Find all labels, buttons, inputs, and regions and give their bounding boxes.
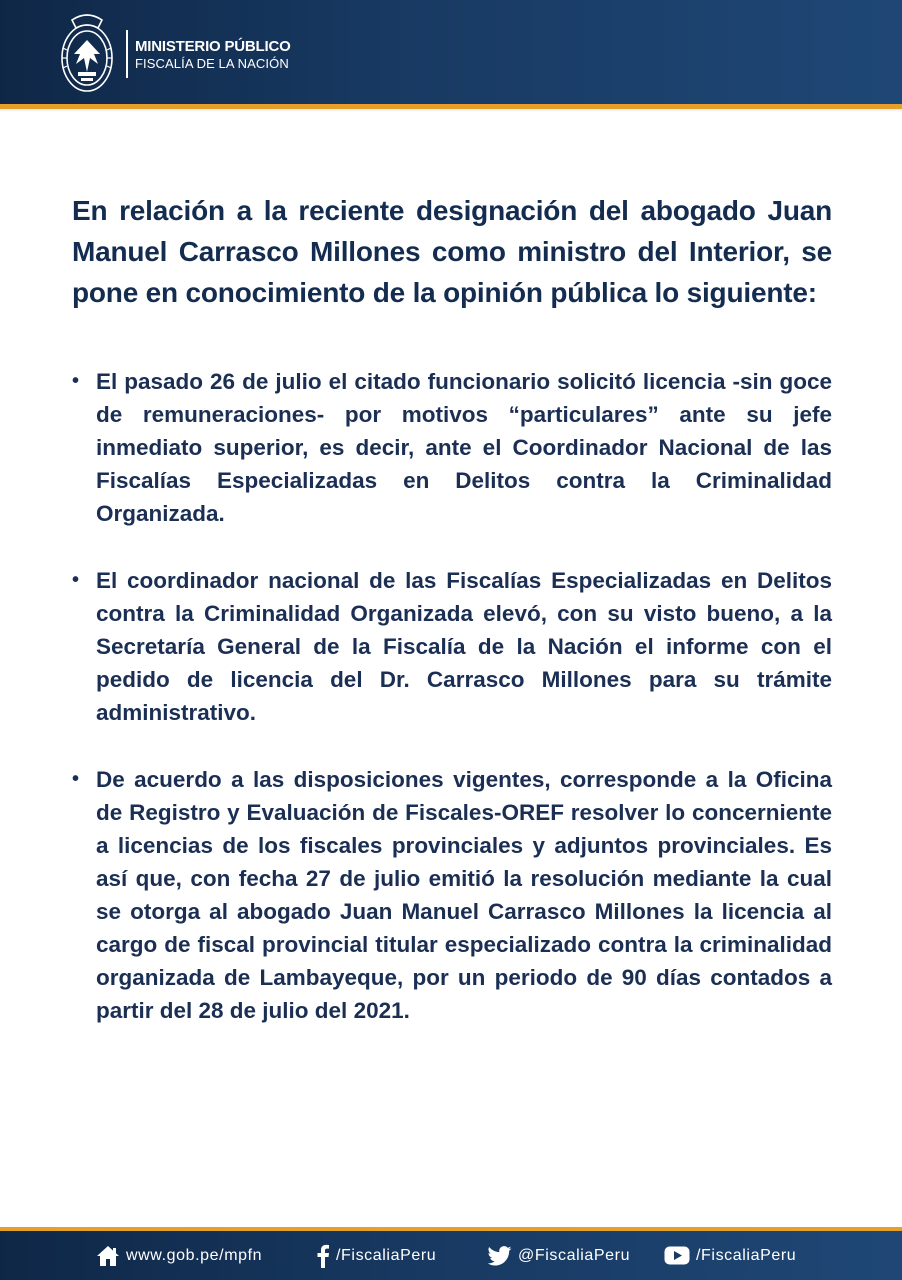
footer-link-label: /FiscaliaPeru bbox=[336, 1246, 437, 1264]
home-icon bbox=[96, 1245, 120, 1267]
org-subtitle: FISCALÍA DE LA NACIÓN bbox=[135, 56, 289, 71]
footer-link-label: www.gob.pe/mpfn bbox=[126, 1246, 263, 1264]
header-shadow bbox=[0, 109, 902, 112]
footer-link-label: @FiscaliaPeru bbox=[518, 1246, 631, 1264]
statement-bullet-item bbox=[72, 564, 832, 729]
org-title: MINISTERIO PÚBLICO bbox=[135, 38, 291, 55]
logo-divider bbox=[126, 30, 128, 78]
footer-link-twitter[interactable] bbox=[488, 1231, 630, 1280]
footer-link-website[interactable] bbox=[96, 1231, 262, 1280]
footer-link-facebook[interactable] bbox=[316, 1231, 436, 1280]
statement-bullet-item bbox=[72, 763, 832, 1027]
footer-bar bbox=[0, 1231, 902, 1280]
twitter-icon bbox=[488, 1246, 512, 1266]
bullet-dot-icon: • bbox=[72, 370, 80, 392]
bullet-text: El coordinador nacional de las Fiscalías Especializadas en Delitos contra la Criminalidad Organizada elevó, con su visto bueno, a la Secretaría General de la Fiscalía de la Nación el informe con el pedido de licencia del Dr. Carrasco Millones para su trámite administrativo. bbox=[96, 568, 832, 725]
bullet-text: De acuerdo a las disposiciones vigentes, corresponde a la Oficina de Registro y Evaluación de Fiscales-OREF resolver lo concerniente a licencias de los fiscales provinciales y adjuntos provinciales. Es así que, con fecha 27 de julio emitió la resolución mediante la cual se otorga al abogado Juan Manuel Carrasco Millones la licencia al cargo de fiscal provincial titular especializado contra la criminalidad organizada de Lambayeque, por un periodo de 90 días contados a partir del 28 de julio del 2021. bbox=[96, 767, 832, 1023]
footer-link-youtube[interactable] bbox=[664, 1231, 796, 1280]
coat-of-arms-seal-icon bbox=[58, 10, 116, 96]
youtube-icon bbox=[664, 1246, 690, 1265]
statement-bullet-list bbox=[72, 365, 832, 1027]
statement-bullet-item bbox=[72, 365, 832, 530]
footer-link-label: /FiscaliaPeru bbox=[696, 1246, 797, 1264]
statement-body bbox=[72, 190, 832, 1061]
bullet-dot-icon: • bbox=[72, 569, 80, 591]
header-bar bbox=[0, 0, 902, 104]
bullet-dot-icon: • bbox=[72, 768, 80, 790]
facebook-icon bbox=[316, 1244, 330, 1268]
bullet-text: El pasado 26 de julio el citado funcionario solicitó licencia -sin goce de remuneraciones- por motivos “particulares” ante su jefe inmediato superior, es decir, ante el Coordinador Nacional de las Fiscalías Especializadas en Delitos contra la Criminalidad Organizada. bbox=[96, 369, 832, 526]
statement-intro: En relación a la reciente designación del abogado Juan Manuel Carrasco Millones como ministro del Interior, se pone en conocimiento de la opinión pública lo siguiente: bbox=[72, 195, 832, 308]
